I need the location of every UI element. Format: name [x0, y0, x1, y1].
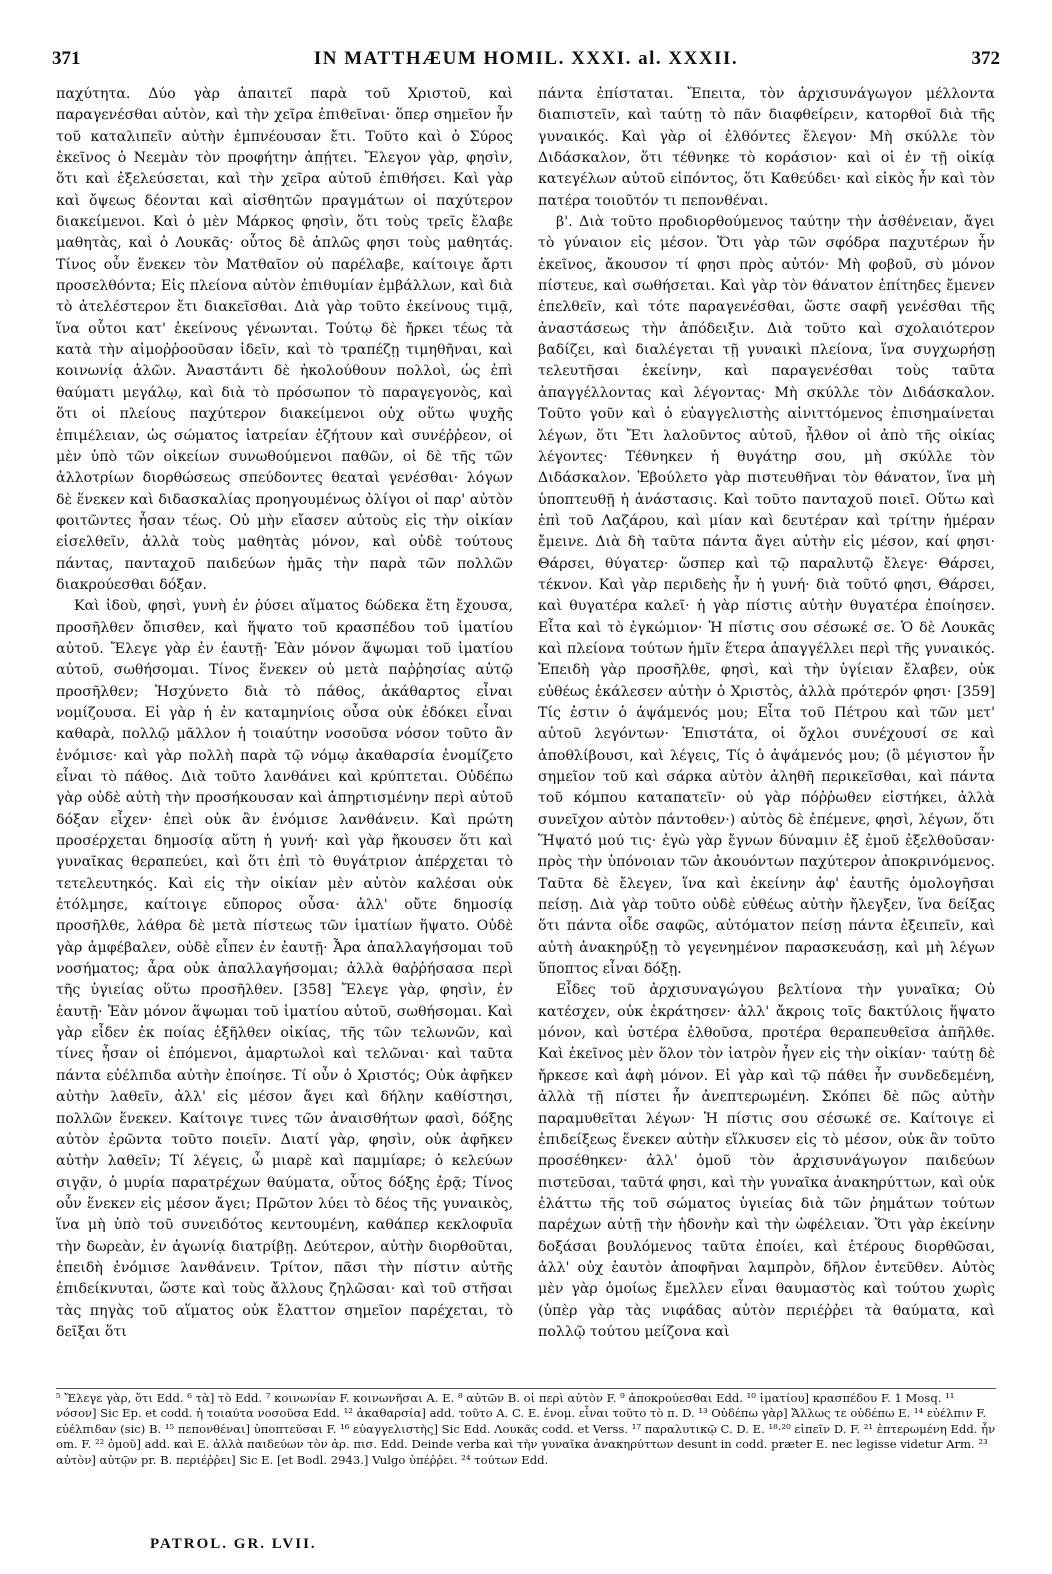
paragraph: β'. Διὰ τοῦτο προδιορθούμενος ταύτην τὴν ἀσθένειαν, ἄγει τὸ γύναιον εἰς μέσον. Ὅτι γὰρ τῶν σφόδρα παχυτέρων ἦν ἐκεῖνος, ἄκουσον τί φησι πρὸς αὐτόν· Μὴ φοβοῦ, σὺ μόνον πίστευε, καὶ σωθήσεται. Καὶ γὰρ τὸν θάνατον ἐπίτηδες ἔμενεν ἐπελθεῖν, καὶ τότε παραγενέσθαι, ὥστε σαφῆ γενέσθαι τῆς ἀναστάσεως τὴν ἀπόδειξιν. Διὰ τοῦτο καὶ σχολαιότερον βαδίζει, καὶ διαλέγεται τῇ γυναικὶ πλείονα, ἵνα συγχωρήσῃ τελευτῆσαι ἐκείνην, καὶ παραγενέσθαι τοὺς ταῦτα ἀπαγγέλλοντας καὶ λέγοντας· Μὴ σκύλλε τὸν Διδάσκαλον. Τοῦτο γοῦν καὶ ὁ εὐαγγελιστὴς αἰνιττόμενος ἐπισημαίνεται λέγων, ὅτι Ἔτι λαλοῦντος αὐτοῦ, ἦλθον οἱ ἀπὸ τῆς οἰκίας λέγοντες· Τέθνηκεν ἡ θυγάτηρ σου, μὴ σκύλλε τὸν Διδάσκαλον. Ἐβούλετο γὰρ πιστευθῆναι τὸν θάνατον, ἵνα μὴ ὑποπτευθῇ ἡ ἀνάστασις. Καὶ τοῦτο πανταχοῦ ποιεῖ. Οὕτω καὶ ἐπὶ τοῦ Λαζάρου, καὶ μίαν καὶ δευτέραν καὶ τρίτην ἡμέραν ἔμεινε. Διὰ δὴ ταῦτα πάντα ἄγει αὐτὴν εἰς μέσον, καί φησι· Θάρσει, θύγατερ· ὥσπερ καὶ τῷ παραλυτῷ ἔλεγε· Θάρσει, τέκνον. Καὶ γὰρ περιδεὴς ἦν ἡ γυνή· διὰ τοῦτό φησι, Θάρσει, καὶ θυγατέρα καλεῖ· ἡ γὰρ πίστις αὐτὴν θυγατέρα ἐποίησεν. Εἶτα καὶ τὸ ἐγκώμιον· Ἡ πίστις σου σέσωκέ σε. Ὁ δὲ Λουκᾶς καὶ πλείονα τούτων ἡμῖν ἕτερα ἀπαγγέλλει περὶ τῆς γυναικός. Ἐπειδὴ γὰρ προσῆλθε, φησὶ, καὶ τὴν ὑγίειαν ἔλαβεν, οὐκ εὐθέως ἐκάλεσεν αὐτὴν ὁ Χριστὸς, ἀλλὰ πρότερόν φησι· [359] Τίς ἐστιν ὁ ἁψάμενός μου; Εἶτα τοῦ Πέτρου καὶ τῶν μετ' αὐτοῦ λεγόντων· Ἐπιστάτα, οἱ ὄχλοι συνέχουσί σε καὶ ἀποθλίβουσι, καὶ λέγεις, Τίς ὁ ἁψάμενός μου; (ὃ μέγιστον ἦν σημεῖον τοῦ καὶ σάρκα αὐτὸν ἀληθῆ περικεῖσθαι, καὶ πάντα τοῦ κόμπου καταπατεῖν· οὐ γὰρ πόῤῥωθεν εἱστήκει, ἀλλὰ συνεῖχον αὐτὸν πάντοθεν·) αὐτὸς δὲ ἐπέμενε, φησὶ, λέγων, ὅτι Ἥψατό μού τις· ἐγὼ γὰρ ἔγνων δύναμιν ἐξ ἐμοῦ ἐξελθοῦσαν· πρὸς τὴν ὑπόνοιαν τῶν ἀκουόντων παχύτερον ἀποκρινόμενος. Ταῦτα δὲ ἔλεγεν, ἵνα καὶ ἐκείνην ἀφ' ἑαυτῆς ὁμολογῆσαι πείσῃ. Διὰ γὰρ τοῦτο οὐδὲ εὐθέως αὐτὴν ἤλεγξεν, ἵνα δείξας ὅτι πάντα οἶδε σαφῶς, αὐτόματον πείσῃ πάντα ἐξειπεῖν, καὶ αὐτὴ ἀνακηρύξῃ τὸ γεγενημένον παρασκευάσῃ, καὶ μὴ λέγων ὕποπτος εἶναι δόξῃ. [538, 214, 995, 978]
right-page-number: 372 [971, 48, 1000, 69]
paragraph: Εἶδες τοῦ ἀρχισυναγώγου βελτίονα τὴν γυναῖκα; Οὐ κατέσχεν, οὐκ ἐκράτησεν· ἀλλ' ἄκροις τοῖς δακτύλοις ἥψατο μόνον, καὶ ὑστέρα ἐλθοῦσα, προτέρα θεραπευθεῖσα ἀπῆλθε. Καὶ ἐκεῖνος μὲν ὅλον τὸν ἰατρὸν ἦγεν εἰς τὴν οἰκίαν· ταύτῃ δὲ ἤρκεσε καὶ ἁφὴ μόνον. Εἰ γὰρ καὶ τῷ πάθει ἦν συνδεδεμένη, ἀλλὰ τῇ πίστει ἦν ἀνεπτερωμένη. Σκόπει δὲ πῶς αὐτὴν παραμυθεῖται λέγων· Ἡ πίστις σου σέσωκέ σε. Καίτοιγε εἰ ἐπιδείξεως ἕνεκεν αὐτὴν εἵλκυσεν εἰς τὸ μέσον, οὐκ ἂν τοῦτο προσέθηκεν· ἀλλ' ὁμοῦ τὸν ἀρχισυνάγωγον παιδεύων πιστεῦσαι, ταῦτά φησι, καὶ τὴν γυναῖκα ἀνακηρύττων, καὶ οὐκ ἐλάττω τῆς τοῦ σώματος ὑγιείας διὰ τῶν ῥημάτων τούτων παρέχων αὐτῇ τὴν ἡδονὴν καὶ τὴν ὠφέλειαν. Ὅτι γὰρ ἐκείνην δοξάσαι βουλόμενος ταῦτα ἐποίει, καὶ ἑτέρους διορθῶσαι, ἀλλ' οὐχ ἑαυτὸν ἀποφῆναι λαμπρὸν, δῆλον ἐντεῦθεν. Αὐτὸς μὲν γὰρ ὁμοίως ἔμελλεν εἶναι θαυμαστὸς καὶ τούτου χωρὶς (ὑπὲρ γὰρ τὰς νιφάδας αὐτὸν περιέῤῥει τὰ θαύματα, καὶ πολλῷ τούτου μείζονα καὶ [538, 982, 995, 1340]
footnotes [56, 1388, 996, 1533]
paragraph: Καὶ ἰδοὺ, φησὶ, γυνὴ ἐν ῥύσει αἵματος δώδεκα ἔτη ἔχουσα, προσῆλθεν ὄπισθεν, καὶ ἥψατο τοῦ κρασπέδου τοῦ ἱματίου αὐτοῦ. Ἔλεγε γὰρ ἐν ἑαυτῇ· Ἐὰν μόνον ἅψωμαι τοῦ ἱματίου αὐτοῦ, σωθήσομαι. Τίνος ἕνεκεν οὐ μετὰ παῤῥησίας αὐτῷ προσῆλθεν; Ἠσχύνετο διὰ τὸ πάθος, ἀκάθαρτος εἶναι νομίζουσα. Εἰ γὰρ ἡ ἐν καταμηνίοις οὖσα οὐκ ἐδόκει εἶναι καθαρὰ, πολλῷ μᾶλλον ἡ τοιαύτην νοσοῦσα νόσον τοῦτο ἂν ἐνόμισε· καὶ γὰρ πολλὴ παρὰ τῷ νόμῳ ἀκαθαρσία ἐνομίζετο εἶναι τὸ πάθος. Διὰ τοῦτο λανθάνει καὶ κρύπτεται. Οὐδέπω γὰρ οὐδὲ αὐτὴ τὴν προσήκουσαν καὶ ἀπηρτισμένην περὶ αὐτοῦ δόξαν εἶχεν· ἐπεὶ οὐκ ἂν ἐνόμισε λανθάνειν. Καὶ πρώτη προσέρχεται δημοσίᾳ αὕτη ἡ γυνή· καὶ γὰρ ἤκουσεν ὅτι καὶ γυναῖκας θεραπεύει, καὶ ὅτι ἐπὶ τὸ θυγάτριον ἀπέρχεται τὸ τετελευτηκός. Καὶ εἰς τὴν οἰκίαν μὲν αὐτὸν καλέσαι οὐκ ἐτόλμησε, καίτοιγε εὔπορος οὖσα· ἀλλ' οὔτε δημοσίᾳ προσῆλθε, λάθρα δὲ μετὰ πίστεως τῶν ἱματίων ἥψατο. Οὐδὲ γὰρ ἀμφέβαλεν, οὐδὲ εἶπεν ἐν ἑαυτῇ· Ἆρα ἀπαλλαγήσομαι τοῦ νοσήματος; ἆρα οὐκ ἀπαλλαγήσομαι; ἀλλὰ θαῤῥήσασα περὶ τῆς ὑγιείας οὕτω προσῆλθεν. [358] Ἔλεγε γὰρ, φησὶν, ἐν ἑαυτῇ· Ἐὰν μόνον ἅψωμαι τοῦ ἱματίου αὐτοῦ, σωθήσομαι. Καὶ γὰρ εἶδεν ἐκ ποίας ἐξῆλθεν οἰκίας, τῆς τῶν τελωνῶν, καὶ τίνες ἦσαν οἱ ἑπόμενοι, ἁμαρτωλοὶ καὶ τελῶναι· καὶ ταῦτα πάντα εὐέλπιδα αὐτὴν ἐποίησε. Τί οὖν ὁ Χριστός; Οὐκ ἀφῆκεν αὐτὴν λαθεῖν, ἀλλ' εἰς μέσον ἄγει καὶ δήλην καθίστησι, πολλῶν ἕνεκεν. Καίτοιγε τινες τῶν ἀναισθήτων φασὶ, δόξης αὐτὸν ἐρῶντα τοῦτο ποιεῖν. Διατί γὰρ, φησὶν, οὐκ ἀφῆκεν αὐτὴν λαθεῖν; Τί λέγεις, ὦ μιαρὲ καὶ παμμίαρε; ὁ κελεύων σιγᾷν, ὁ μυρία παρατρέχων θαύματα, οὗτος δόξης ἐρᾷ; Τίνος οὖν ἕνεκεν εἰς μέσον ἄγει; Πρῶτον λύει τὸ δέος τῆς γυναικὸς, ἵνα μὴ ὑπὸ τοῦ συνειδότος κεντουμένη, καθάπερ κεκλοφυῖα τὴν δωρεὰν, ἐν ἀγωνίᾳ διατρίβῃ. Δεύτερον, αὐτὴν διορθοῦται, ἐπειδὴ ἐνόμισε λανθάνειν. Τρίτον, πᾶσι τὴν πίστιν αὐτῆς ἐπιδείκνυται, ὥστε καὶ τοὺς ἄλλους ζηλῶσαι· καὶ τοῦ στῆσαι τὰς πηγὰς τοῦ αἵματος οὐκ ἔλαττον σημεῖον παρέχεται, τὸ δεῖξαι ὅτι [56, 598, 513, 1340]
right-column [538, 84, 995, 1386]
left-column [56, 84, 513, 1386]
footer-signature: PATROL. GR. LVII. [150, 1536, 317, 1552]
left-page-number: 371 [52, 48, 81, 69]
footnote-block: ⁵ Ἔλεγε γὰρ, ὅτι Edd. ⁶ τὰ] τὸ Edd. ⁷ κοινωνίαν F. κοινωνῆσαι A. E. ⁸ αὐτῶν B. οἱ περὶ αὐτὸν F. ⁹ ἀποκρούεσθαι Edd. ¹⁰ ἱματίου] κρασπέδου F. 1 Mosq. ¹¹ νόσον] Sic Ep. et codd. ἡ τοιαύτα νοσοῦσα Edd. ¹² ἀκαθαρσία] add. τοῦτο A. C. E. ἐνομ. εἶναι τοῦτο τὸ π. D. ¹³ Οὐδέπω γὰρ] Ἄλλως τε οὐδέπω E. ¹⁴ εὐέλπιν F. εὐέλπιδαν (sic) B. ¹⁵ πεπονθέναι] ὑποπτεῦσαι F. ¹⁶ εὐαγγελιστὴς] Sic Edd. Λουκᾶς codd. et Verss. ¹⁷ παραλυτικῷ C. D. E. ¹⁸·²⁰ εἰπεῖν D. F. ²¹ ἐπτερωμένη Edd. ἦν om. F. ²² ὁμοῦ] add. καὶ E. ἀλλὰ παιδεύων τὸν ἀρ. πισ. Edd. Deinde verba καὶ τὴν γυναῖκα ἀνακηρύττων desunt in codd. præter E. nec legisse videtur Arm. ²³ αὐτὸν] αὐτῷν pr. B. περιέῤῥει] Sic E. [et Bodl. 2943.] Vulgo ὑπέῤῥει. ²⁴ τούτων Edd. [56, 1391, 996, 1467]
page-header [52, 48, 1000, 78]
paragraph: παχύτητα. Δύο γὰρ ἀπαιτεῖ παρὰ τοῦ Χριστοῦ, καὶ παραγενέσθαι αὐτὸν, καὶ τὴν χεῖρα ἐπιθεῖναι· ὅπερ σημεῖον ἦν τοῦ καταλιπεῖν αὐτὴν ἐμπνέουσαν ἔτι. Τοῦτο καὶ ὁ Σύρος ἐκεῖνος ὁ Νεεμὰν τὸν προφήτην ἀπῄτει. Ἔλεγον γὰρ, φησὶν, ὅτι καὶ ἐξελεύσεται, καὶ τὴν χεῖρα αὐτοῦ ἐπιθήσει. Καὶ γὰρ καὶ ὄψεως δέονται καὶ αἰσθητῶν πραγμάτων οἱ παχύτερον διακείμενοι. Καὶ ὁ μὲν Μάρκος φησὶν, ὅτι τοὺς τρεῖς ἔλαβε μαθητὰς, καὶ ὁ Λουκᾶς· οὗτος δὲ ἁπλῶς φησι τοὺς μαθητάς. Τίνος οὖν ἕνεκεν τὸν Ματθαῖον οὐ παρέλαβε, καίτοιγε ἄρτι προσελθόντα; Εἰς πλείονα αὐτὸν ἐπιθυμίαν ἐμβάλλων, καὶ διὰ τὸ ἀτελέστερον ἔτι διακεῖσθαι. Διὰ γὰρ τοῦτο ἐκείνους τιμᾷ, ἵνα οὗτοι κατ' ἐκείνους γένωνται. Τούτῳ δὲ ἤρκει τέως τὰ κατὰ τὴν αἱμοῤῥοοῦσαν ἰδεῖν, καὶ τὸ τραπέζῃ τιμηθῆναι, καὶ κοινωνίᾳ ἁλῶν. Ἀναστάντι δὲ ἠκολούθουν πολλοὶ, ὡς ἐπὶ θαύματι μεγάλῳ, καὶ διὰ τὸ πρόσωπον τὸ παραγεγονὸς, καὶ ὅτι οἱ πλείους παχύτερον διακείμενοι οὐχ οὕτω ψυχῆς ἐπιμέλειαν, ὡς σώματος ἰατρείαν ἐζήτουν καὶ συνέῤῥεον, οἱ μὲν ὑπὸ τῶν οἰκείων συνωθούμενοι παθῶν, οἱ δὲ τῆς τῶν ἀλλοτρίων διορθώσεως σπεύδοντες θεαταὶ γενέσθαι· λόγων δὲ ἕνεκεν καὶ διδασκαλίας προηγουμένως ὀλίγοι οἱ παρ' αὐτὸν φοιτῶντες ἦσαν τέως. Οὐ μὴν εἴασεν αὐτοὺς εἰς τὴν οἰκίαν εἰσελθεῖν, ἀλλὰ τοὺς μαθητὰς μόνον, καὶ οὐδὲ τούτους πάντας, πανταχοῦ παιδεύων ἡμᾶς τὴν παρὰ τῶν πολλῶν διακρούεσθαι δόξαν. [56, 86, 513, 593]
running-title: IN MATTHÆUM HOMIL. XXXI. al. XXXII. [313, 48, 739, 69]
paragraph: πάντα ἐπίσταται. Ἔπειτα, τὸν ἀρχισυνάγωγον μέλλοντα διαπιστεῖν, καὶ ταύτῃ τὸ πᾶν διαφθείρειν, κατορθοῖ διὰ τῆς γυναικός. Καὶ γὰρ οἱ ἐλθόντες ἔλεγον· Μὴ σκύλλε τὸν Διδάσκαλον, ὅτι τέθνηκε τὸ κοράσιον· καὶ οἱ ἐν τῇ οἰκίᾳ κατεγέλων αὐτοῦ εἰπόντος, ὅτι Καθεύδει· καὶ εἰκὸς ἦν καὶ τὸν πατέρα τοιοῦτόν τι πεπονθέναι. [538, 86, 995, 209]
